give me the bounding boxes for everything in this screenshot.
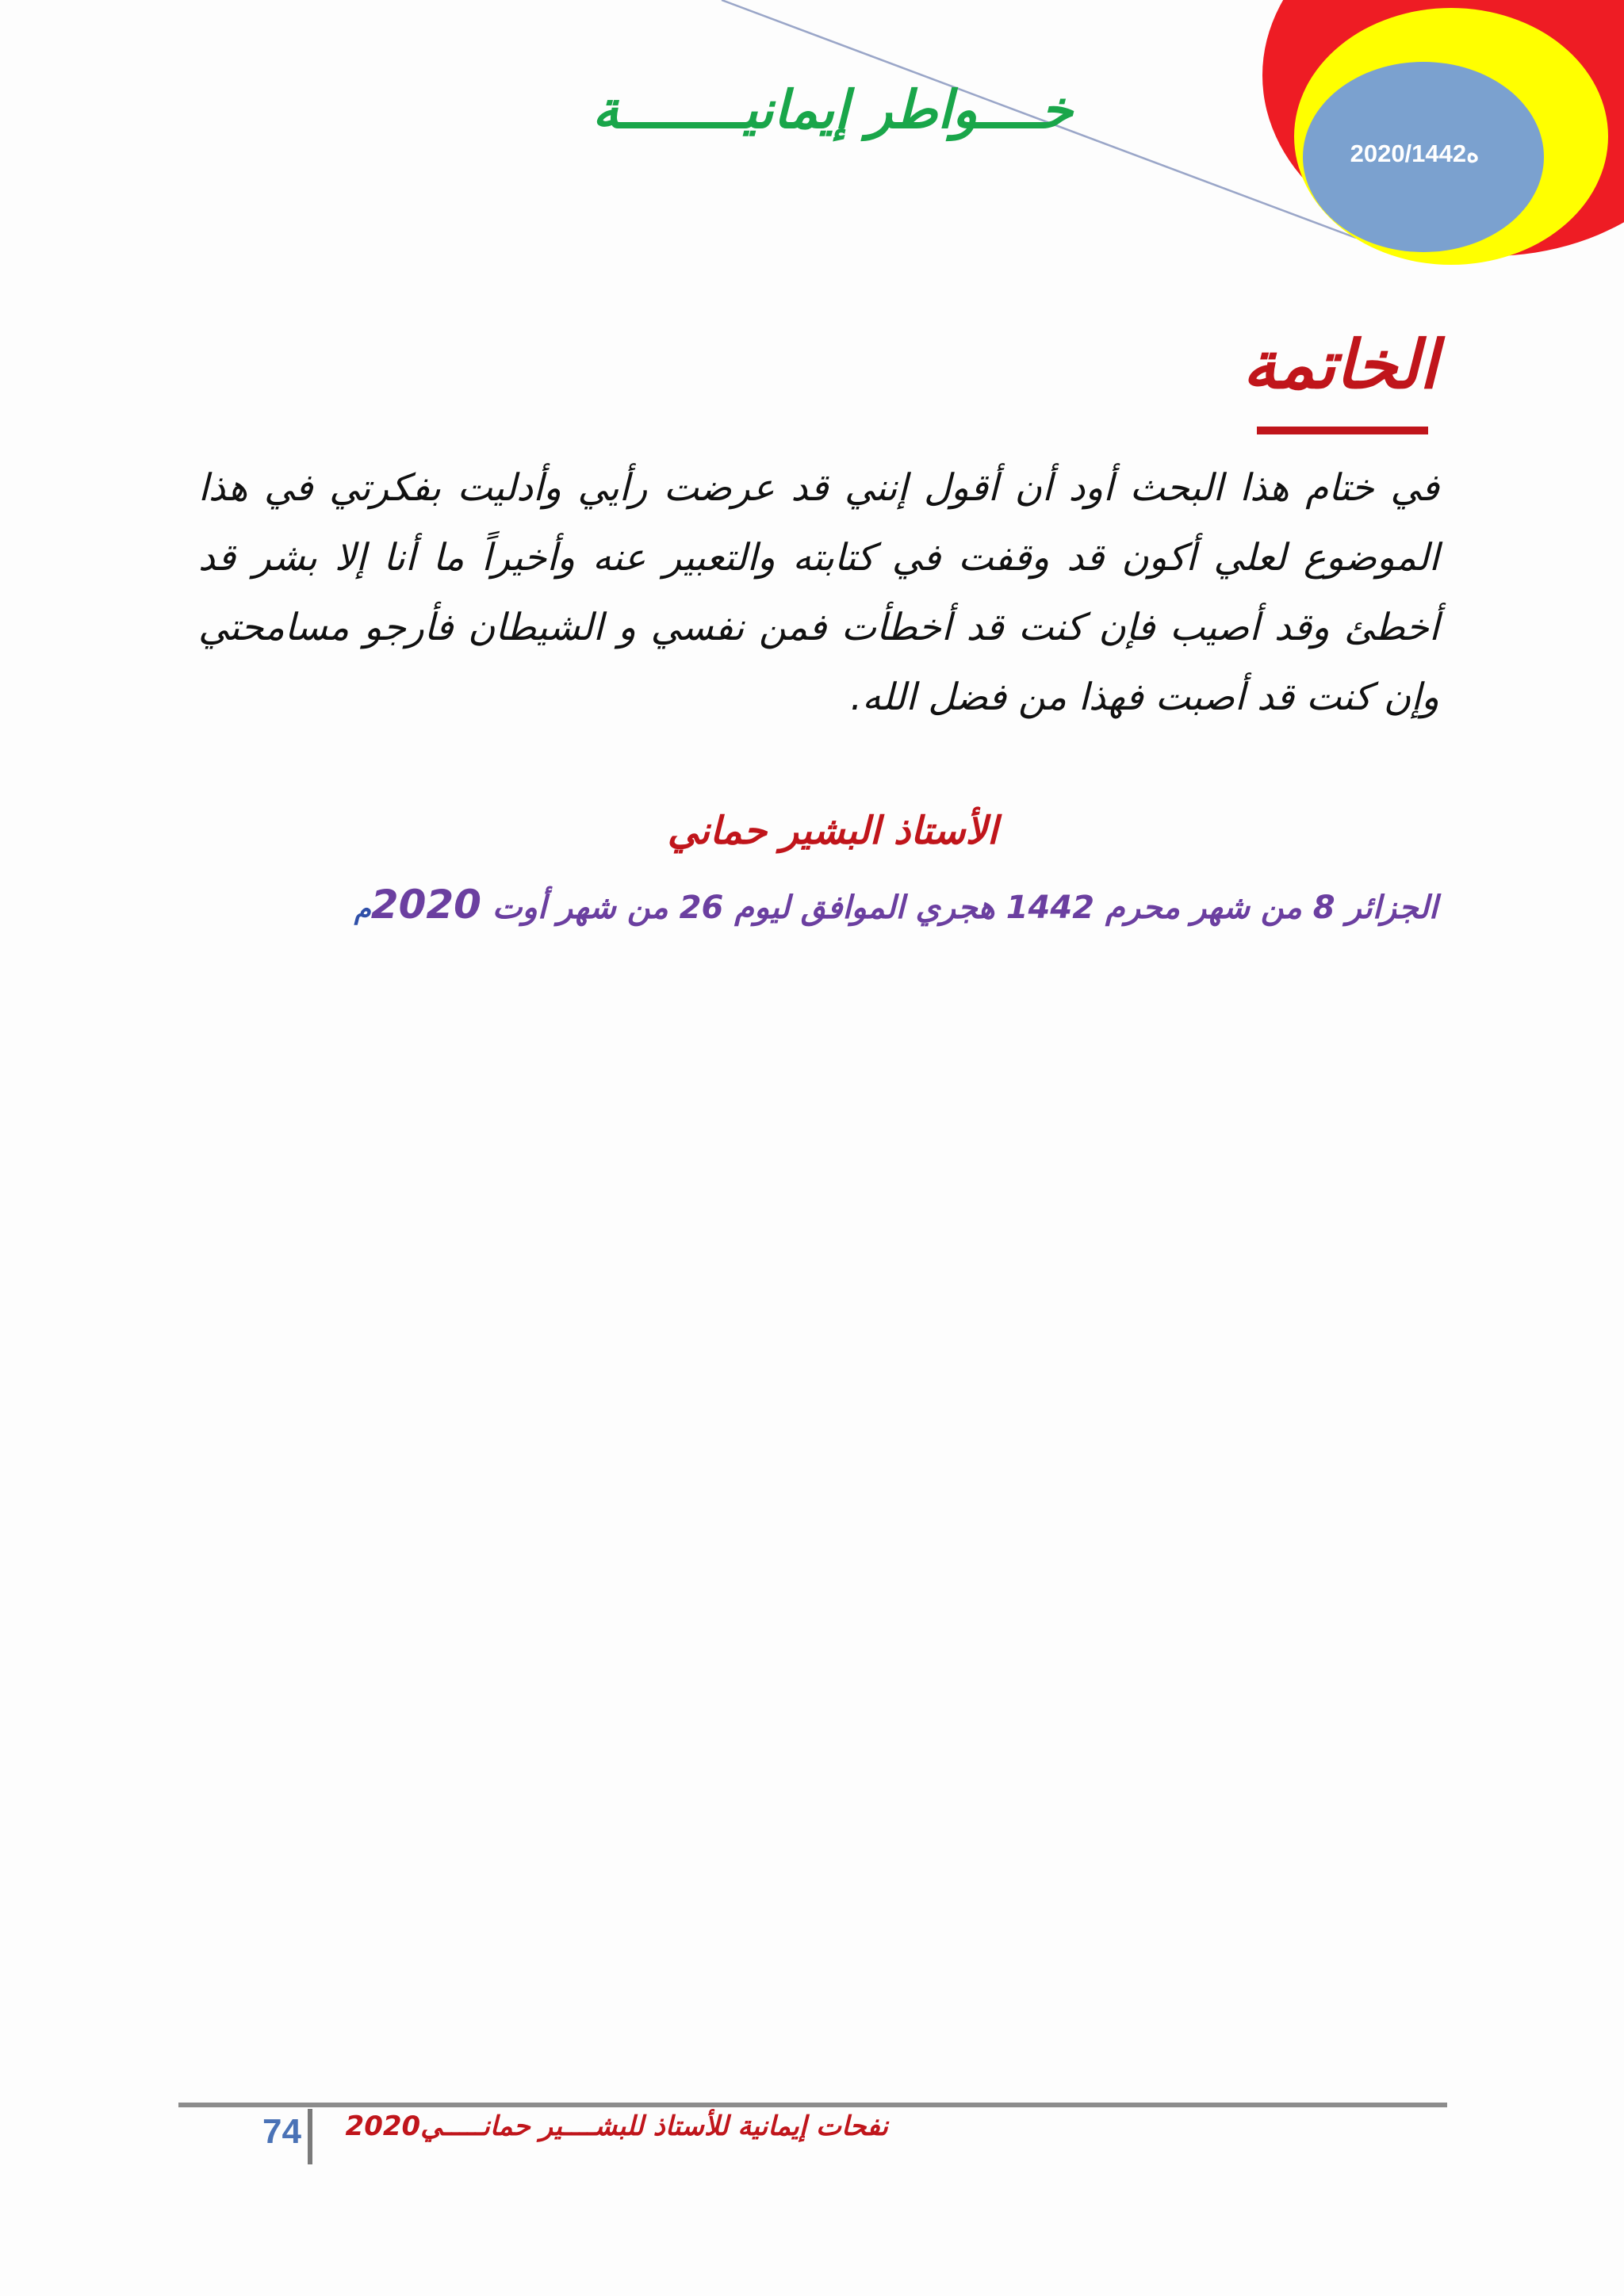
date-line — [354, 882, 1438, 928]
heading-underline — [1257, 427, 1428, 434]
footer-separator — [308, 2109, 312, 2164]
footer-divider — [178, 2103, 1447, 2107]
page-number: 74 — [262, 2112, 301, 2151]
page-heading: الخاتمة — [1243, 325, 1438, 404]
header-title: خــــواطر إيمانيــــــــة — [592, 79, 1073, 140]
date-text: الجزائر 8 من شهر محرم 1442 هجري الموافق ليوم 26 من شهر أوت — [492, 890, 1438, 926]
author-name: الأستاذ البشير حماني — [667, 809, 998, 853]
date-suffix: م — [354, 894, 371, 925]
conclusion-paragraph: في ختام هذا البحث أود أن أقول إنني قد عرضت رأيي وأدليت بفكرتي في هذا الموضوع لعلي أكون قد وقفت في كتابته والتعبير عنه وأخيراً ما أنا إلا بشر قد أخطئ وقد أصيب فإن كنت قد أخطأت فمن نفسي و الشيطان فأرجو مسامحتي وإن كنت قد أصبت فهذا من فضل الله. — [198, 466, 1439, 719]
year-badge: 2020/ه1442 — [1350, 140, 1480, 167]
date-year: 2020 — [370, 882, 481, 928]
footer-text: نفحات إيمانية للأستاذ للبشــــير حمانـــــي2020 — [345, 2110, 888, 2142]
